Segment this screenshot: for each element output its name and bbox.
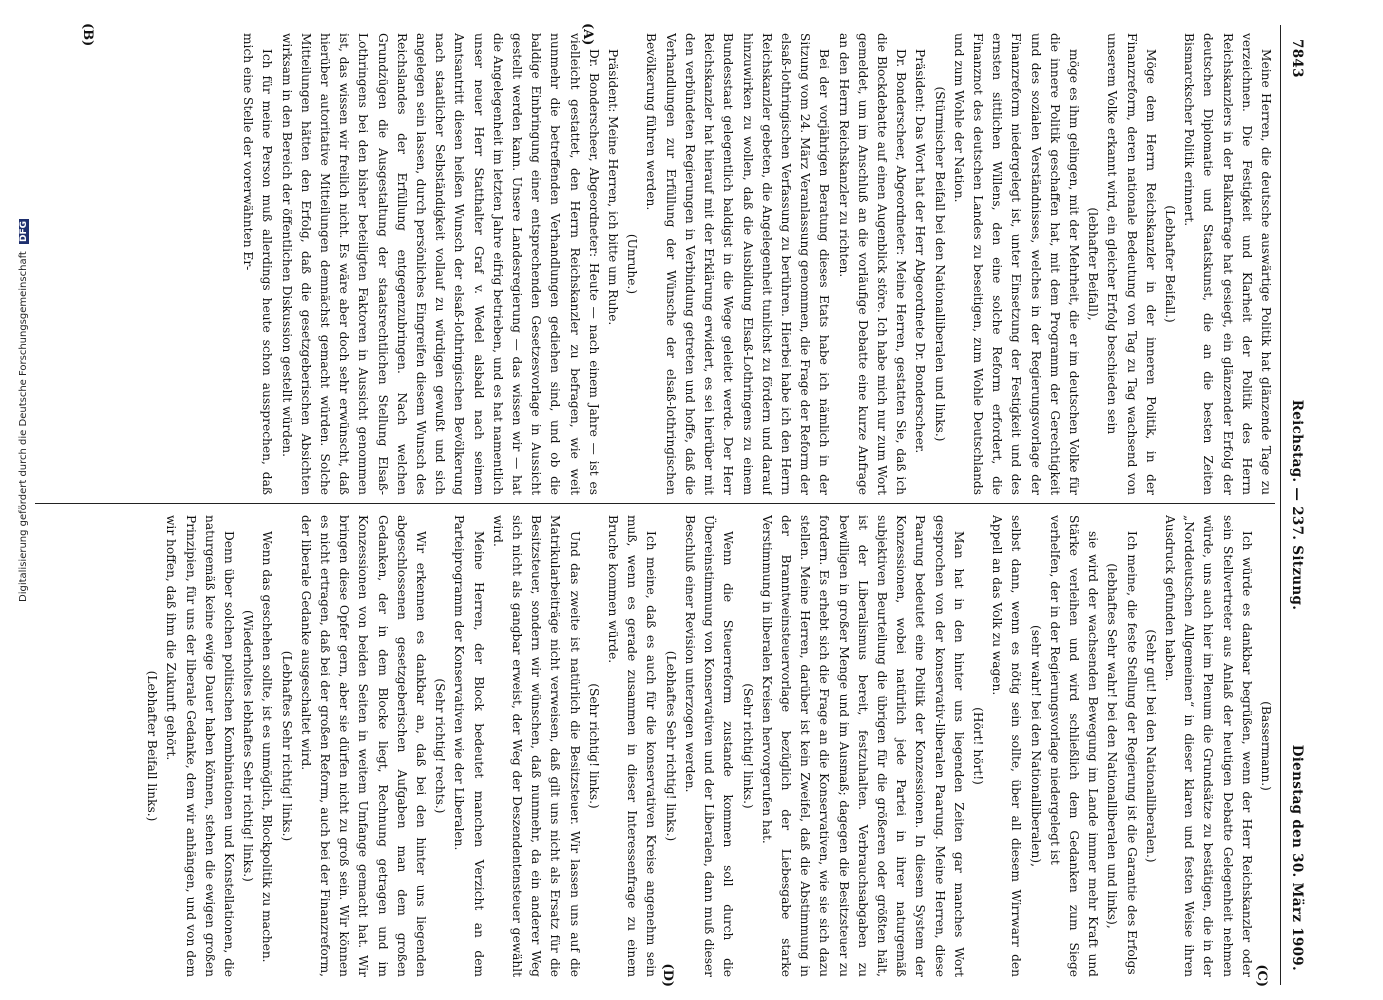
margin-marker-c: (C) — [1254, 964, 1269, 987]
paragraph: Meine Herren, die deutsche auswärtige Politik hat glänzende Tage zu verzeichnen. Die Festigkeit und Klarheit der Politik des Herrn Reichskanzlers in der Balkanfrage hat gesiegt, ein glänzender Erfolg der deutschen Diplomatie und Staatskunst, die an die besten Zeiten Bismarckscher Politik erinnert. — [1182, 33, 1273, 495]
page-header — [1280, 25, 1315, 985]
paragraph: möge es ihm gelingen, mit der Mehrheit, die er im deutschen Volke für die innere Politik geschaffen hat, mit dem Programm der Gerechtigkeit und des sozialen Verständnisses, welches in der Regierungsvorlage der Finanzreform niedergelegt ist, unter Einsetzung der Festigkeit und des ernsten sittlichen Willens, den eine solche Reform erfordert, die Finanznot des deutschen Landes zu beseitigen, zum Wohle Deutschlands und zum Wohle der Nation. — [951, 33, 1081, 495]
credit-text: Digitalisierung gefördert durch die Deutsche Forschungsgemeinschaft — [18, 251, 29, 602]
dfg-logo: DFG — [19, 220, 29, 242]
margin-marker-a: (A) — [580, 23, 595, 46]
digitization-credit — [18, 219, 29, 602]
paragraph: Möge dem Herrn Reichskanzler in der inneren Politik, in der Finanzreform, deren nationale Bedeutung von Tag zu Tag wachsend von unserem Volke erkannt wird, ein gleicher Erfolg beschieden sein — [1105, 33, 1158, 495]
paragraph: Ich für meine Person muß allerdings heute schon aussprechen, daß mich eine Stelle der vorerwähnten Er- — [241, 33, 275, 495]
interjection: (Lebhaftes Sehr richtig! links.) — [279, 650, 294, 842]
paragraph: Ich meine, daß es auch für die konservativen Kreise angenehm sein muß, wenn es gerade zusammen in dieser Interessenfrage zu einem Bruche kommen würde. — [606, 515, 659, 977]
paragraph: Wenn die Steuerreform zustande kommen soll durch die Übereinstimmung von Konservativen und der Liberalen, dann muß dieser Beschluß einer Revision unterzogen werden. — [682, 515, 736, 977]
paragraph: Dr. Bonderscheer, Abgeordneter: Meine Herren, gestatten Sie, daß ich die Blockdebatte auf einen Augenblick störe. Ich habe mich nur zum Wort gemeldet, um im Anschluß an die vorläufige Debatte eine kurze Anfrage an den Herrn Reichskanzler zu richten. — [836, 33, 909, 495]
paragraph: Dr. Bonderscheer, Abgeordneter: Heute — nach einem Jahre — ist es vielleicht gestattet, den Herrn Reichskanzler zu befragen, wie weit nunmehr die betreffenden Verhandlungen gediehen sind, und ob die baldige Einbringung einer entsprechenden Gesetzesvorlage in Aussicht gestellt werden kann. Unsere Landesregierung — das wissen wir — hat die Angelegenheit im letzten Jahre eifrig betrieben, und es hat namentlich unser neuer Herr Statthalter Graf v. Wedel alsbald nach seinem Amtsantritt diesen heißen Wunsch der elsaß-lothringischen Bevölkerung nach staatlicher Selbständigkeit vollauf zu würdigen gewußt und sich angelegen sein lassen, durch persönliches Eingreifen diesem Wunsch des Reichslandes der Erfüllung entgegenzubringen. Nach welchen Grundzügen die Ausgestaltung der staatsrechtlichen Stellung Elsaß-Lothringens bei den bisher beteiligten Faktoren in Aussicht genommen ist, das wissen wir freilich nicht. Es wäre aber doch sehr erwünscht, daß hierüber autoritative Mitteilungen demnächst gemacht würden. Solche Mitteilungen hätten den Erfolg, daß die gesetzgeberischen Absichten wirksam in den Bereich der öffentlichen Diskussion gestellt würden. — [279, 33, 601, 495]
paragraph: Präsident: Meine Herren, ich bitte um Ruhe. — [606, 49, 621, 326]
paragraph: selbst dann, wenn es nötig sein sollte, über all diesem Wirrwarr den Appell an das Volk zu wagen. — [990, 515, 1024, 977]
rotated-page — [25, 25, 1315, 985]
interjection: (Sehr richtig! links.) — [740, 683, 755, 809]
interjection: (lebhaftes Sehr wahr! bei den Nationalliberalen und links), — [1105, 563, 1120, 929]
session-date: Dienstag den 30. März 1909. — [1289, 744, 1305, 971]
interjection: (Hört! hört!) — [970, 707, 985, 785]
paragraph: Bei der vorjährigen Beratung dieses Etats habe ich nämlich in der Sitzung vom 24. März Veranlassung genommen, die Frage der Reform der elsaß-lothringischen Verfassung zu berühren. Hierbei habe ich den Herrn Reichskanzler gebeten, die Angelegenheit tunlichst zu fördern und darauf hinzuwirken zu wollen, daß die Ausbildung Elsaß-Lothringens zu einem Bundesstaat gelegentlich baldigst in die Wege geleitet werde. Der Herr Reichskanzler hat hierauf mit der Erklärung erwidert, es sei hierüber mit den verbündeten Regierungen in Verbindung getreten und hoffe, daß die Verhandlungen zur Erfüllung der Wünsche der elsaß-lothringischen Bevölkerung führen werden. — [644, 33, 832, 495]
interjection: (Bassermann.) — [1259, 701, 1273, 791]
paragraph: Wenn das geschehen sollte, ist es unmöglich, Blockpolitik zu machen. — [260, 531, 275, 963]
interjection: (Sehr richtig! rechts.) — [433, 678, 448, 814]
interjection: (Lebhaftes Sehr richtig! links.) — [663, 650, 678, 842]
interjection: (Unruhe.) — [625, 233, 640, 295]
interjection: (Sehr gut! bei den Nationalliberalen.) — [1143, 629, 1158, 863]
column-right-text — [35, 33, 1275, 495]
paragraph: Ich meine, die feste Stellung der Regierung ist die Garantie des Erfolgs — [1124, 531, 1139, 975]
interjection: (Lebhafter Beifall links.) — [145, 670, 160, 822]
paragraph: Und das zweite ist natürlich die Besitzsteuer. Wir lassen uns auf die Matrikularbeiträge nicht verweisen, daß gilt uns nicht als Ersatz für die Besitzsteuer, sondern wir wünschen, daß nunmehr, da ein anderer Weg sich nicht als gangbar erweist, der Weg der Deszendentensteuer gewählt wird. — [490, 515, 582, 977]
margin-marker-b: (B) — [80, 23, 95, 47]
paragraph: Wir erkennen es dankbar an, daß bei den hinter uns liegenden abgeschlossenen gesetzgeberischen Aufgaben man dem großen Gedanken, der in dem Blocke liegt, Rechnung getragen und im Konzessionen von beiden Seiten in weitem Umfange gemacht hat. Wir bringen diese Opfer gern, aber sie dürfen nicht zu groß sein. Wir können es nicht ertragen, daß bei der großen Reform, auch bei der Finanzreform, der liberale Gedanke ausgeschaltet wird. — [298, 515, 429, 977]
paragraph: sie wird der wachsenden Bewegung im Lande immer mehr Kraft und Stärke verleihen und wird schließlich dem Gedanken zum Siege verhelfen, der in der Regierungsvorlage niedergelegt ist — [1047, 515, 1101, 977]
interjection: (Lebhafter Beifall.) — [1162, 205, 1177, 323]
column-left-text — [35, 515, 1275, 977]
paragraph: Ich würde es dankbar begrüßen, wenn der Herr Reichskanzler oder sein Stellvertreter aus Anlaß der heutigen Debatte Gelegenheit nehmen würde, uns auch hier im Plenum die Grundsätze zu bestätigen, die in der „Norddeutschen Allgemeinen“ in dieser klaren und festen Weise ihren Ausdruck gefunden haben. — [1162, 515, 1254, 977]
margin-marker-d: (D) — [660, 963, 675, 987]
paragraph: Denn über solchen politischen Kombinationen und Konstellationen, die naturgemäß keine ewige Dauer haben können, stehen die ewigen großen Prinzipien, für uns der liberale Gedanke, dem wir anhängen, und von dem wir hoffen, daß ihm die Zukunft gehört. — [164, 515, 237, 977]
interjection: (Wiederholtes lebhaftes Sehr richtig! links.) — [241, 610, 256, 882]
paragraph: Meine Herren, der Block bedeutet manchen Verzicht an dem Parteiprogramm der Konservativen wie der Liberalen. — [452, 515, 486, 977]
interjection: (Sehr richtig! links.) — [586, 683, 601, 809]
column-divider — [35, 503, 1275, 504]
session-title: Reichstag. — 237. Sitzung. — [1289, 399, 1305, 611]
paragraph: Präsident: Das Wort hat der Herr Abgeordnete Dr. Bonderscheer. — [913, 49, 928, 454]
page-number: 7843 — [1289, 39, 1305, 78]
interjection: (lebhafter Beifall), — [1086, 207, 1101, 321]
interjection: (Stürmischer Beifall bei den Nationalliberalen und links.) — [932, 86, 947, 442]
paragraph: Man hat in den hinter uns liegenden Zeiten gar manches Wort gesprochen von der konservativ-liberalen Paarung. Meine Herren, diese Paarung bedeutet eine Politik der Konzessionen. In diesem System der Konzessionen, wobei natürlich jede Partei in ihrer naturgemäß subjektiven Beurteilung die übrigen für die größeren oder größten hält, ist der Liberalismus bereit, festzuhalten. Verbrauchsabgaben zu bewilligen in großer Menge und im Ausmaß; dagegen die Besitzsteuer zu fordern. Es erhebt sich die Frage an die Konservativen, wie sie sich dazu stellen. Meine Herren, darüber ist kein Zweifel, daß die Abstimmung in der Branntweinsteuervorlage bezüglich der Liebesgabe starke Verstimmung in liberalen Kreisen hervorgerufen hat. — [759, 515, 966, 977]
interjection: (sehr wahr! bei den Nationalliberalen), — [1028, 624, 1043, 867]
